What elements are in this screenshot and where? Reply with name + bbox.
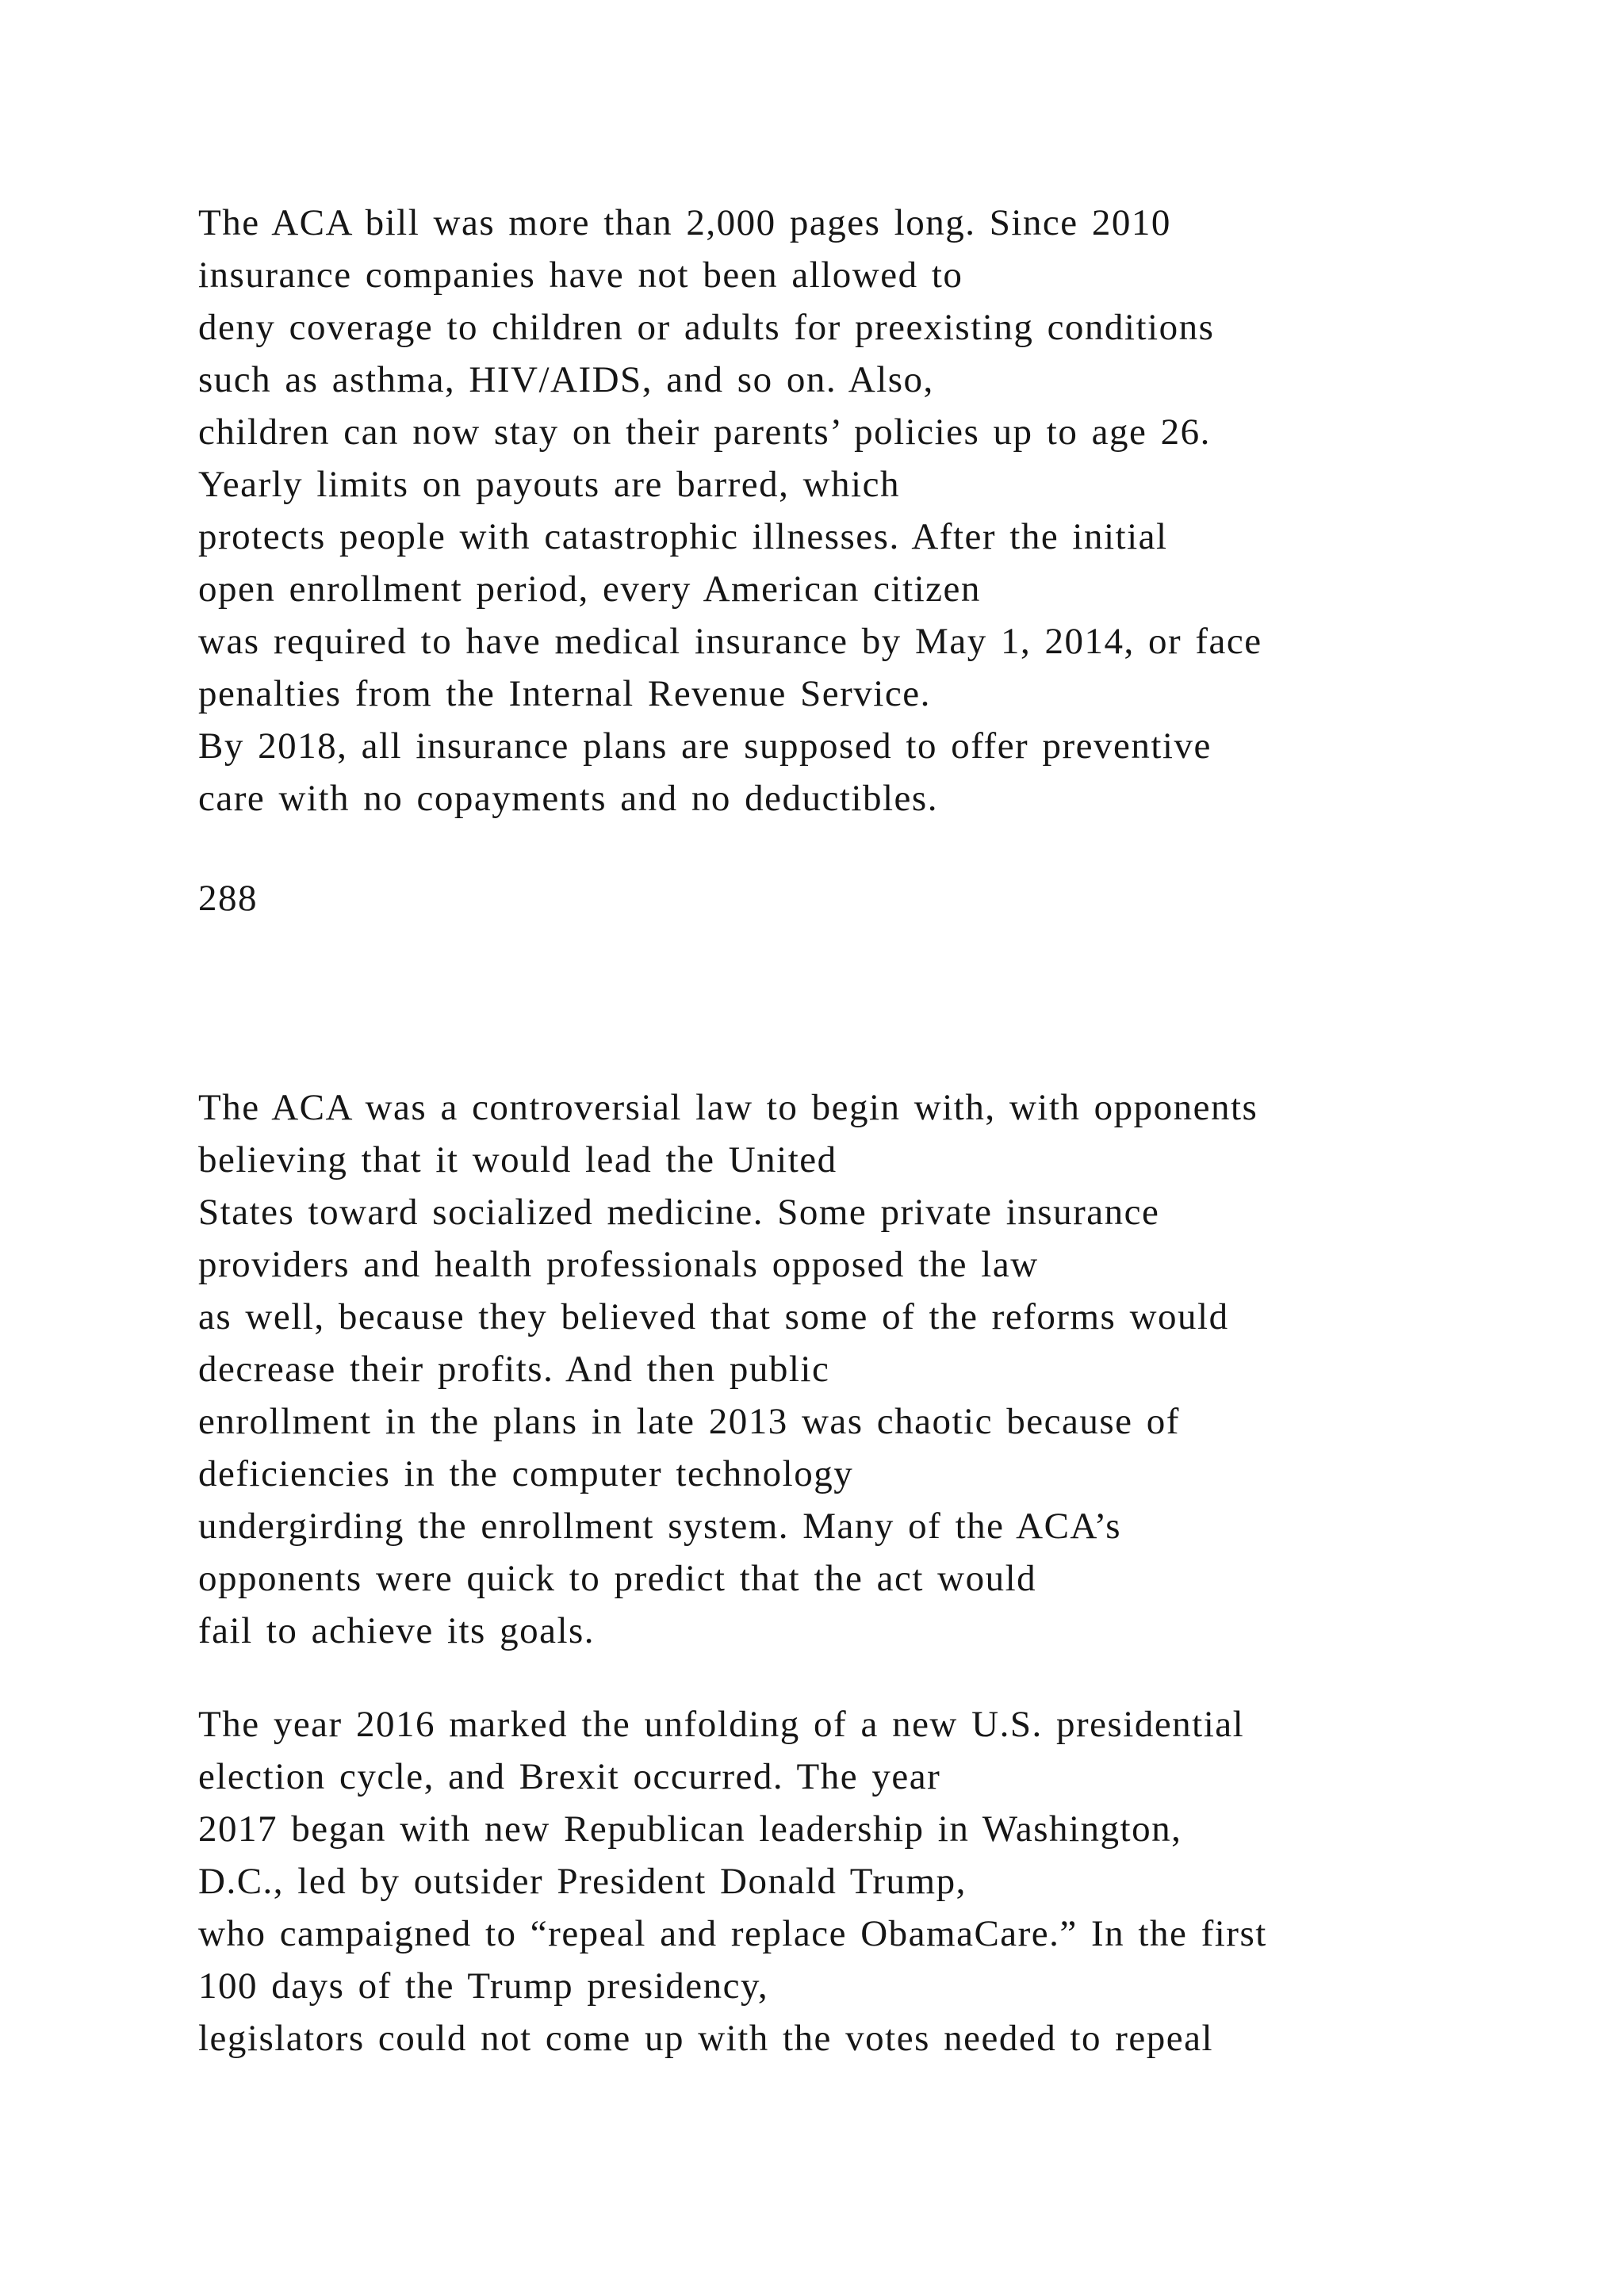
text-line: States toward socialized medicine. Some private insurance [198, 1192, 1160, 1233]
text-line: deficiencies in the computer technology [198, 1453, 854, 1494]
text-line: 2017 began with new Republican leadership in Washington, [198, 1808, 1182, 1850]
text-line: care with no copayments and no deductibles. [198, 778, 938, 819]
text-line: was required to have medical insurance by May 1, 2014, or face [198, 621, 1262, 662]
text-line: children can now stay on their parents’ policies up to age 26. [198, 411, 1211, 453]
text-line: undergirding the enrollment system. Many of the ACA’s [198, 1506, 1122, 1547]
paragraph-2016-election [198, 1698, 1267, 2064]
text-line: who campaigned to “repeal and replace ObamaCare.” In the first [198, 1913, 1267, 1954]
text-line: penalties from the Internal Revenue Service. [198, 673, 931, 714]
text-line: enrollment in the plans in late 2013 was chaotic because of [198, 1401, 1180, 1442]
text-line: as well, because they believed that some of the reforms would [198, 1296, 1229, 1337]
text-line: Yearly limits on payouts are barred, which [198, 464, 900, 505]
text-line: opponents were quick to predict that the act would [198, 1558, 1037, 1599]
text-line: protects people with catastrophic illnesses. After the initial [198, 516, 1168, 557]
paragraph-aca-provisions [198, 197, 1262, 825]
text-line: legislators could not come up with the votes needed to repeal [198, 2018, 1214, 2059]
text-line: fail to achieve its goals. [198, 1610, 596, 1651]
text-line: providers and health professionals opposed the law [198, 1244, 1039, 1285]
page-number [198, 872, 258, 924]
text-line: election cycle, and Brexit occurred. The year [198, 1756, 941, 1797]
text-line: believing that it would lead the United [198, 1139, 837, 1181]
text-line: The year 2016 marked the unfolding of a new U.S. presidential [198, 1704, 1245, 1745]
text-line: deny coverage to children or adults for preexisting conditions [198, 307, 1215, 348]
text-line: 100 days of the Trump presidency, [198, 1965, 769, 2007]
text-line: decrease their profits. And then public [198, 1349, 830, 1390]
text-line: By 2018, all insurance plans are supposed to offer preventive [198, 725, 1212, 767]
text-line: open enrollment period, every American citizen [198, 568, 981, 610]
page-number-text: 288 [198, 878, 258, 919]
paragraph-aca-controversy [198, 1081, 1258, 1657]
text-line: such as asthma, HIV/AIDS, and so on. Also, [198, 359, 934, 400]
text-line: insurance companies have not been allowed to [198, 254, 963, 296]
text-line: The ACA bill was more than 2,000 pages long. Since 2010 [198, 202, 1171, 243]
text-line: D.C., led by outsider President Donald Trump, [198, 1861, 967, 1902]
text-line: The ACA was a controversial law to begin with, with opponents [198, 1087, 1258, 1128]
